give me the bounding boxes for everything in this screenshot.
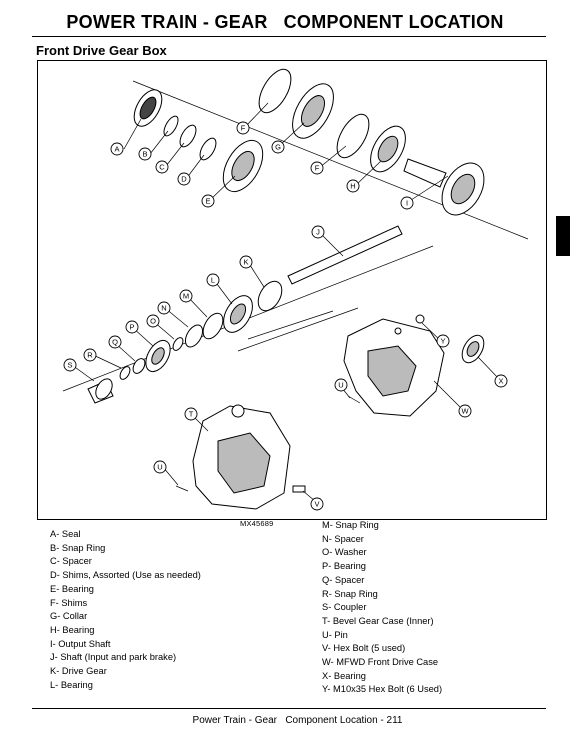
svg-text:X: X	[498, 376, 504, 386]
header-rule	[32, 36, 546, 37]
pin-U-upper	[348, 396, 360, 403]
callout-f-lower	[311, 162, 323, 174]
shims-F-lower	[331, 109, 376, 163]
legend-item: O- Washer	[322, 547, 367, 558]
legend-item: C- Spacer	[50, 556, 92, 567]
legend-item: V- Hex Bolt (5 used)	[322, 643, 406, 654]
seal-A	[128, 85, 167, 131]
svg-text:C: C	[159, 162, 165, 172]
svg-text:P: P	[129, 322, 135, 332]
svg-text:U: U	[338, 380, 344, 390]
svg-text:T: T	[188, 409, 194, 419]
callout-g	[272, 141, 284, 153]
svg-text:U: U	[157, 462, 163, 472]
callout-n	[158, 302, 170, 314]
legend-item: L- Bearing	[50, 679, 93, 690]
page-footer: Power Train - Gear Component Location - 211	[192, 715, 403, 726]
legend-item: E- Bearing	[50, 583, 94, 594]
callout-d	[178, 173, 190, 185]
callout-k	[240, 256, 252, 268]
legend-item: M- Snap Ring	[322, 520, 379, 530]
bearing-E	[215, 134, 271, 198]
footer-rule	[32, 708, 546, 709]
callout-s	[64, 359, 76, 371]
callout-p	[126, 321, 138, 333]
svg-text:Y: Y	[440, 336, 446, 346]
svg-text:G: G	[275, 142, 281, 152]
svg-text:V: V	[314, 499, 320, 509]
bearing-X	[458, 332, 489, 367]
legend-item: B- Snap Ring	[50, 542, 106, 553]
section-tab-marker	[556, 216, 570, 256]
callout-o	[147, 315, 159, 327]
svg-text:J: J	[316, 227, 320, 237]
legend-item: H- Bearing	[50, 624, 95, 635]
callout-j	[312, 226, 324, 238]
shims-F-upper	[253, 64, 298, 118]
svg-text:K: K	[243, 257, 249, 267]
callout-l	[207, 274, 219, 286]
callout-c	[156, 161, 168, 173]
legend-item: P- Bearing	[322, 561, 366, 572]
legend-item: Y- M10x35 Hex Bolt (6 Used)	[322, 684, 443, 695]
svg-text:O: O	[150, 316, 156, 326]
svg-text:F: F	[240, 123, 246, 133]
section-title: Front Drive Gear Box	[36, 43, 167, 58]
callout-u-lower	[154, 461, 166, 473]
shims-D	[197, 136, 219, 163]
figure-id: MX45689	[240, 519, 274, 528]
spacer-C	[177, 123, 199, 150]
pin-U-lower	[176, 486, 188, 491]
legend-item: W- MFWD Front Drive Case	[322, 657, 439, 668]
output-shaft-I	[404, 156, 493, 222]
callout-v	[311, 498, 323, 510]
svg-text:A: A	[114, 144, 120, 154]
legend-item: F- Shims	[50, 597, 88, 608]
svg-text:F: F	[314, 163, 320, 173]
legend-item: Q- Spacer	[322, 574, 365, 585]
svg-text:L: L	[210, 275, 216, 285]
legend-item: X- Bearing	[322, 670, 366, 681]
bearing-P	[141, 336, 175, 375]
input-shaft-J	[288, 226, 402, 284]
svg-text:Q: Q	[112, 337, 118, 347]
callout-t	[185, 408, 197, 420]
callout-y	[437, 335, 449, 347]
callout-f-upper	[237, 122, 249, 134]
legend-item: U- Pin	[322, 629, 348, 640]
legend-item: G- Collar	[50, 611, 88, 622]
exploded-view-figure	[37, 60, 547, 520]
legend-item: T- Bevel Gear Case (Inner)	[322, 615, 434, 626]
page-title: POWER TRAIN - GEAR COMPONENT LOCATION	[66, 12, 504, 32]
callout-w	[459, 405, 471, 417]
callout-q	[109, 336, 121, 348]
legend-item: A- Seal	[50, 529, 81, 539]
legend-item: I- Output Shaft	[50, 638, 111, 649]
legend-item: D- Shims, Assorted (Use as needed)	[50, 570, 201, 581]
callout-x	[495, 375, 507, 387]
callout-a	[111, 143, 123, 155]
callout-m	[180, 290, 192, 302]
svg-text:I: I	[405, 198, 409, 208]
parts-legend-left	[50, 528, 201, 692]
svg-text:D: D	[181, 174, 187, 184]
callout-h	[347, 180, 359, 192]
exploded-view-drawing	[38, 61, 546, 519]
snap-ring-B	[161, 114, 181, 138]
mfwd-front-drive-case-W	[344, 315, 444, 416]
bearing-L	[218, 291, 259, 338]
callout-u-upper	[335, 379, 347, 391]
svg-text:S: S	[67, 360, 73, 370]
callout-i	[401, 197, 413, 209]
svg-text:E: E	[205, 196, 211, 206]
callout-e	[202, 195, 214, 207]
callout-r	[84, 349, 96, 361]
bevel-gear-case-T	[193, 405, 290, 509]
legend-item: J- Shaft (Input and park brake)	[50, 652, 177, 663]
legend-item: R- Snap Ring	[322, 588, 378, 599]
parts-legend-right	[322, 519, 442, 697]
legend-item: N- Spacer	[322, 533, 364, 544]
svg-text:N: N	[161, 303, 167, 313]
svg-text:M: M	[182, 291, 190, 301]
svg-text:B: B	[142, 149, 148, 159]
callout-b	[139, 148, 151, 160]
legend-item: S- Coupler	[322, 602, 367, 613]
legend-item: K- Drive Gear	[50, 666, 107, 677]
svg-text:R: R	[87, 350, 93, 360]
svg-text:W: W	[461, 406, 469, 416]
snap-ring-M	[199, 310, 227, 342]
collar-G	[284, 77, 342, 145]
drive-gear-K	[253, 277, 286, 315]
svg-text:H: H	[350, 181, 356, 191]
